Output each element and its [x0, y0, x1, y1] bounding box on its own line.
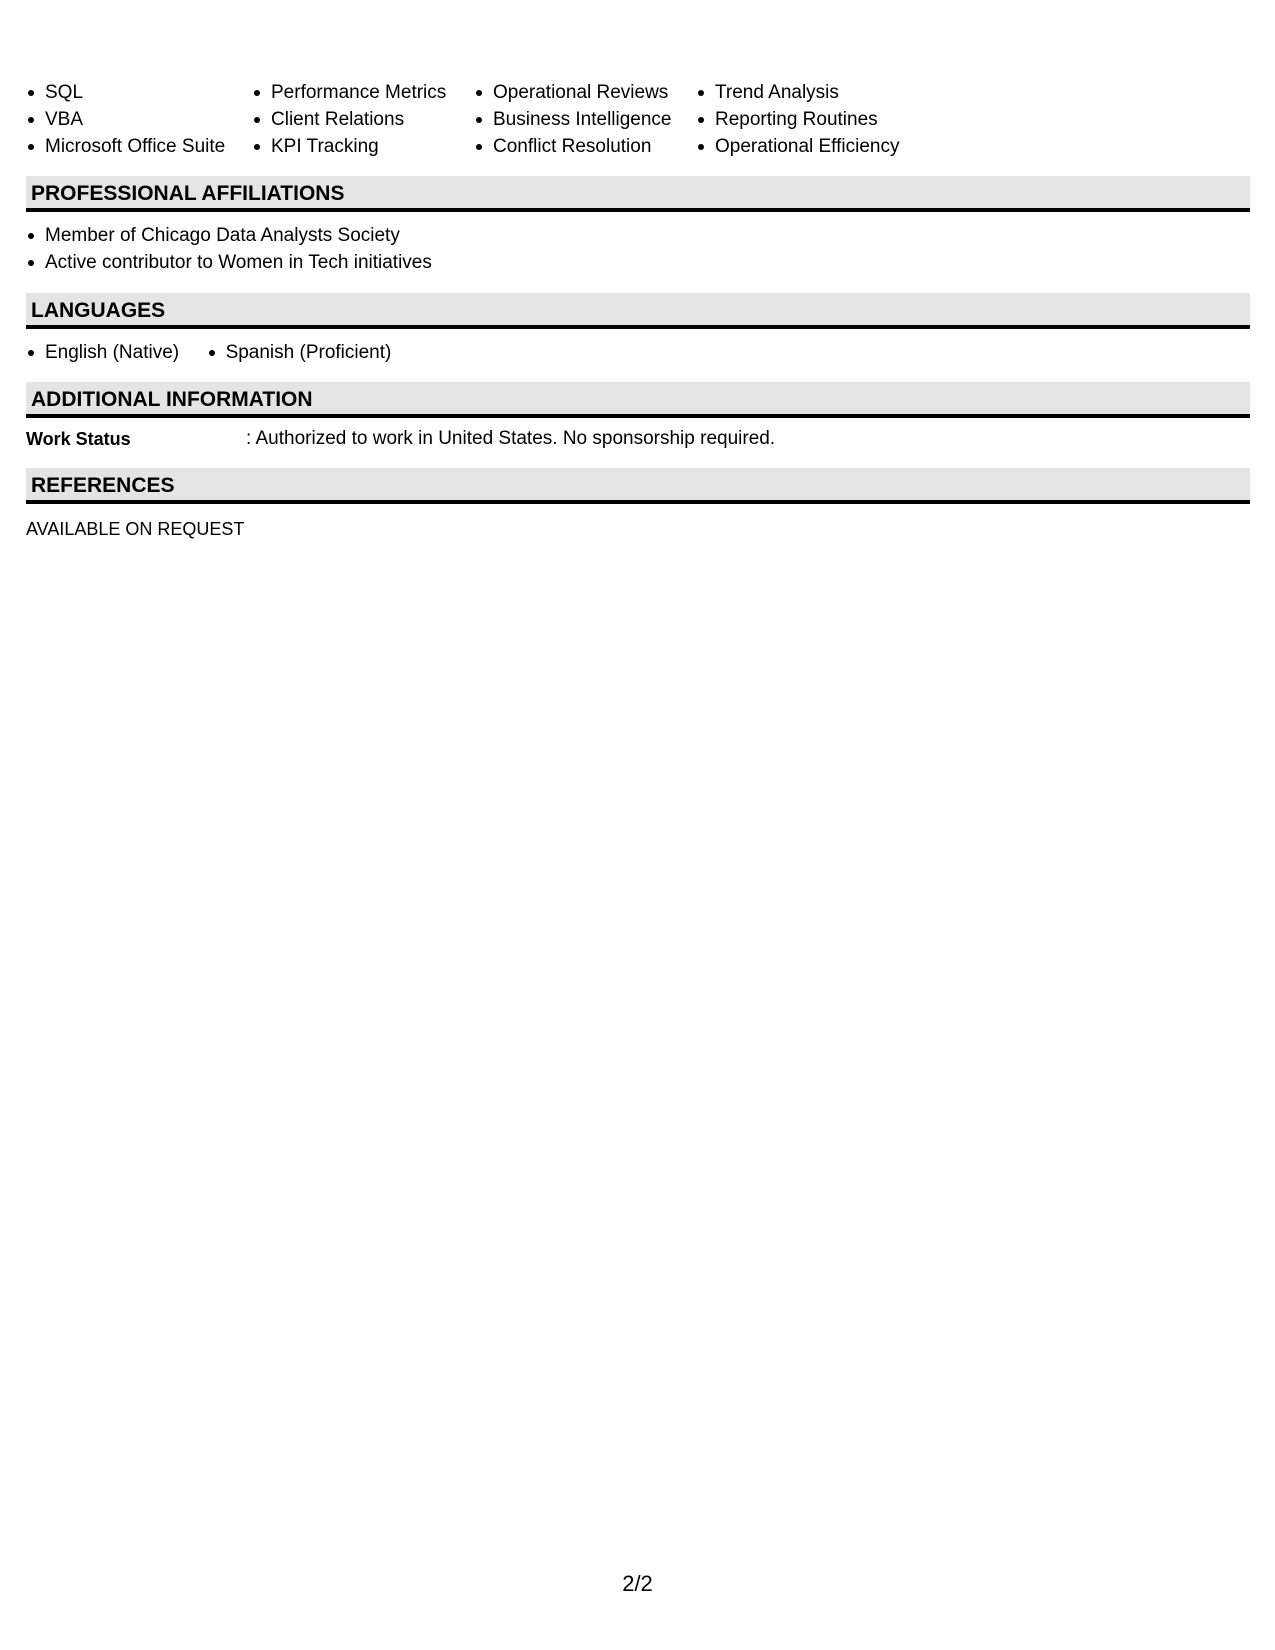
section-title: PROFESSIONAL AFFILIATIONS	[31, 182, 345, 205]
skill-item: Operational Efficiency	[696, 133, 899, 160]
list-item: Member of Chicago Data Analysts Society	[26, 222, 1250, 249]
affiliations-section-header	[26, 176, 1250, 212]
skill-item: Reporting Routines	[696, 106, 899, 133]
skill-item: Operational Reviews	[474, 79, 672, 106]
skill-item: Conflict Resolution	[474, 133, 672, 160]
work-status-value: : Authorized to work in United States. No sponsorship required.	[246, 428, 776, 449]
language-item: Spanish (Proficient)	[207, 339, 392, 366]
list-item: Active contributor to Women in Tech initiatives	[26, 249, 1250, 276]
skills-column-1	[26, 79, 225, 160]
skill-item: Business Intelligence	[474, 106, 672, 133]
work-status-label: Work Status	[26, 429, 131, 449]
language-item: English (Native)	[26, 339, 179, 366]
section-title: REFERENCES	[31, 474, 175, 497]
skill-item: VBA	[26, 106, 225, 133]
skill-item: Client Relations	[252, 106, 446, 133]
skill-item: Performance Metrics	[252, 79, 446, 106]
references-text: AVAILABLE ON REQUEST	[26, 519, 245, 539]
skill-item: Microsoft Office Suite	[26, 133, 225, 160]
skill-item: KPI Tracking	[252, 133, 446, 160]
affiliations-list	[26, 222, 1250, 276]
skills-grid	[26, 79, 1250, 159]
skills-column-4	[696, 79, 899, 160]
skills-column-3	[474, 79, 672, 160]
skill-item: SQL	[26, 79, 225, 106]
skill-item: Trend Analysis	[696, 79, 899, 106]
skills-column-2	[252, 79, 446, 160]
additional-info-section-header	[26, 382, 1250, 418]
languages-list	[26, 339, 1250, 366]
references-section-header	[26, 468, 1250, 504]
page-number: 2/2	[622, 1571, 653, 1596]
languages-section-header	[26, 293, 1250, 329]
section-title: ADDITIONAL INFORMATION	[31, 388, 313, 411]
section-title: LANGUAGES	[31, 299, 166, 322]
